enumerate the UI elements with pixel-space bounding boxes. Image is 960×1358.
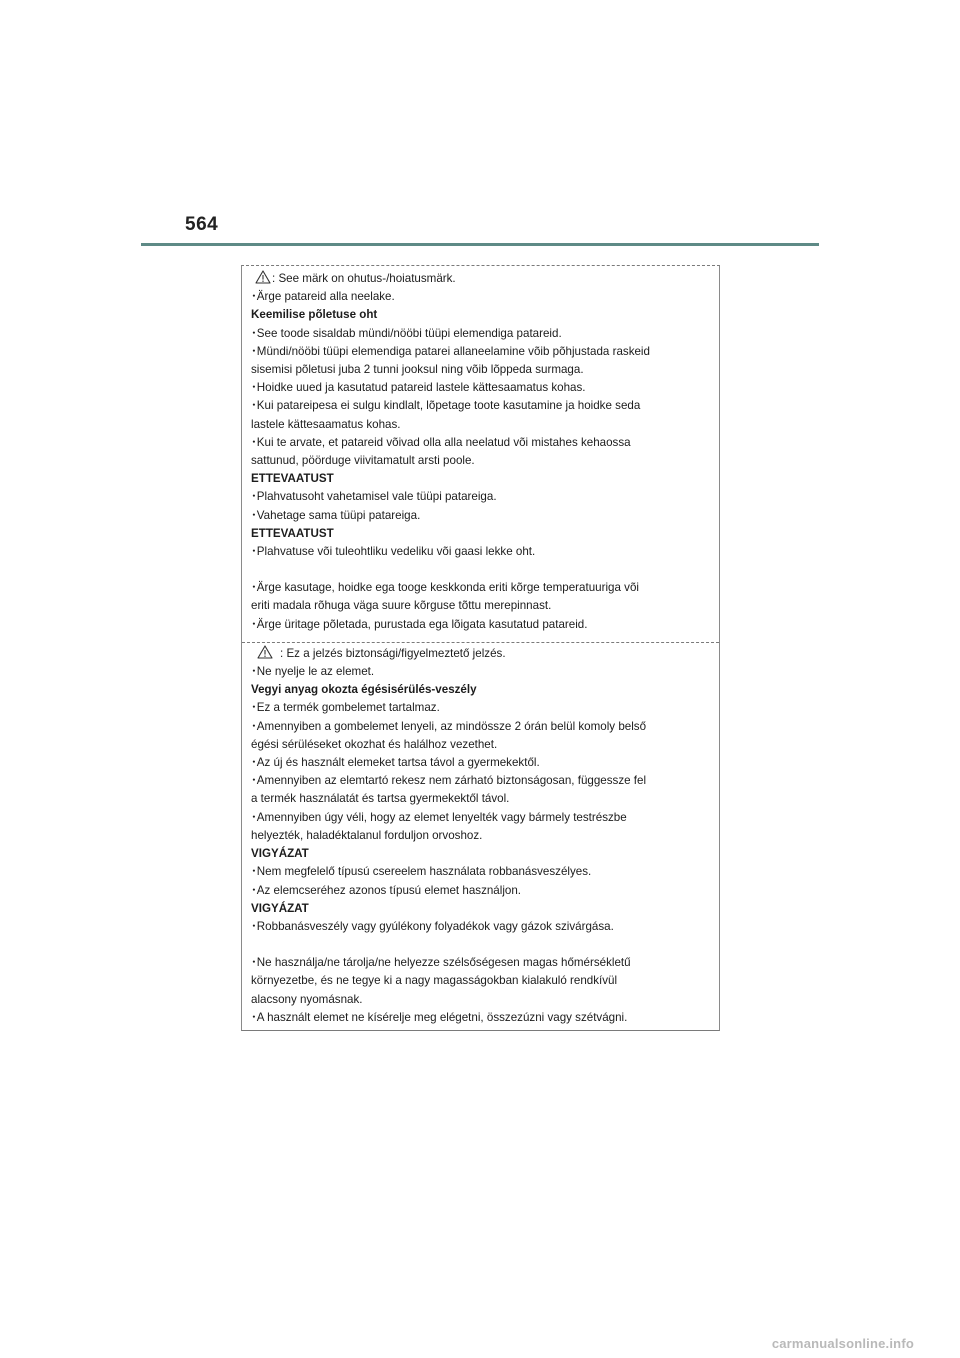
estonian-lines-b (251, 579, 713, 634)
text-line: ･Az elemcseréhez azonos típusú elemet használjon. (251, 883, 522, 897)
text-line: ･Ez a termék gombelemet tartalmaz. (251, 701, 440, 715)
estonian-warning-line (251, 270, 713, 288)
hungarian-warning-text: : Ez a jelzés biztonsági/figyelmeztető jelzés. (280, 646, 506, 660)
text-line: ･Az új és használt elemeket tartsa távol a gyermekektől. (251, 756, 540, 770)
text-line: lastele kättesaamatus kohas. (251, 417, 401, 431)
hungarian-lines-a (251, 663, 713, 936)
text-line: ･Plahvatuse või tuleohtliku vedeliku või gaasi lekke oht. (251, 545, 536, 559)
text-line: ･A használt elemet ne kísérelje meg elégetni, összezúzni vagy szétvágni. (251, 1010, 628, 1024)
text-line: sattunud, pöörduge viivitamatult arsti poole. (251, 454, 475, 468)
text-line: égési sérüléseket okozhat és halálhoz vezethet. (251, 737, 498, 751)
hungarian-section (242, 642, 719, 1030)
text-line: ･Mündi/nööbi tüüpi elemendiga patarei allaneelamine võib põhjustada raskeid (251, 344, 650, 358)
section-heading: ETTEVAATUST (251, 472, 334, 486)
text-line: alacsony nyomásnak. (251, 992, 363, 1006)
text-line: ･Ärge patareid alla neelake. (251, 290, 395, 304)
hungarian-spacer (251, 936, 713, 954)
text-line: ･Amennyiben a gombelemet lenyeli, az mindössze 2 órán belül komoly belső (251, 719, 647, 733)
text-line: a termék használatát és tartsa gyermekektől távol. (251, 792, 510, 806)
text-line: ･Ne nyelje le az elemet. (251, 665, 375, 679)
text-line: környezetbe, és ne tegye ki a nagy magasságokban kialakuló rendkívül (251, 974, 618, 988)
hungarian-lines-b (251, 954, 713, 1027)
text-line: ･Amennyiben úgy véli, hogy az elemet lenyelték vagy bármely testrészbe (251, 810, 627, 824)
text-line: eriti madala rõhuga väga suure kõrguse tõttu merepinnast. (251, 599, 552, 613)
text-line: helyezték, haladéktalanul forduljon orvoshoz. (251, 828, 483, 842)
header-rule (141, 243, 819, 246)
text-line: ･Ärge kasutage, hoidke ega tooge keskkonda eriti kõrge temperatuuriga või (251, 581, 639, 595)
text-line: ･Robbanásveszély vagy gyúlékony folyadékok vagy gázok szivárgása. (251, 919, 614, 933)
text-line: ･Amennyiben az elemtartó rekesz nem zárható biztonságosan, függessze fel (251, 774, 647, 788)
text-line: ･Kui te arvate, et patareid võivad olla alla neelatud või mistahes kehaossa (251, 435, 631, 449)
text-line: ･Kui patareipesa ei sulgu kindlalt, lõpetage toote kasutamine ja hoidke seda (251, 399, 641, 413)
section-heading: Keemilise põletuse oht (251, 308, 378, 322)
estonian-spacer (251, 561, 713, 579)
section-heading: Vegyi anyag okozta égésisérülés-veszély (251, 683, 477, 697)
estonian-section (242, 266, 719, 642)
watermark: carmanualsonline.info (771, 1336, 914, 1351)
estonian-warning-text: : See märk on ohutus-/hoiatusmärk. (272, 272, 456, 285)
text-line: ･Hoidke uued ja kasutatud patareid lastele kättesaamatus kohas. (251, 381, 586, 395)
battery-warning-box (241, 265, 720, 1031)
warning-triangle-icon (257, 645, 273, 659)
text-line: ･Nem megfelelő típusú csereelem használata robbanásveszélyes. (251, 865, 592, 879)
page-number: 564 (185, 214, 219, 235)
text-line: sisemisi põletusi juba 2 tunni jooksul ning võib lõppeda surmaga. (251, 363, 584, 377)
section-heading: VIGYÁZAT (251, 901, 309, 915)
text-line: ･See toode sisaldab mündi/nööbi tüüpi elemendiga patareid. (251, 326, 562, 340)
text-line: ･Plahvatusoht vahetamisel vale tüüpi patareiga. (251, 490, 497, 504)
warning-triangle-icon (255, 270, 271, 284)
estonian-lines-a (251, 288, 713, 561)
hungarian-warning-line (251, 645, 713, 663)
section-heading: VIGYÁZAT (251, 847, 309, 861)
text-line: ･Vahetage sama tüüpi patareiga. (251, 508, 421, 522)
text-line: ･Ne használja/ne tárolja/ne helyezze szélsőségesen magas hőmérsékletű (251, 956, 631, 970)
section-heading: ETTEVAATUST (251, 526, 334, 540)
text-line: ･Ärge üritage põletada, purustada ega lõigata kasutatud patareid. (251, 617, 588, 631)
